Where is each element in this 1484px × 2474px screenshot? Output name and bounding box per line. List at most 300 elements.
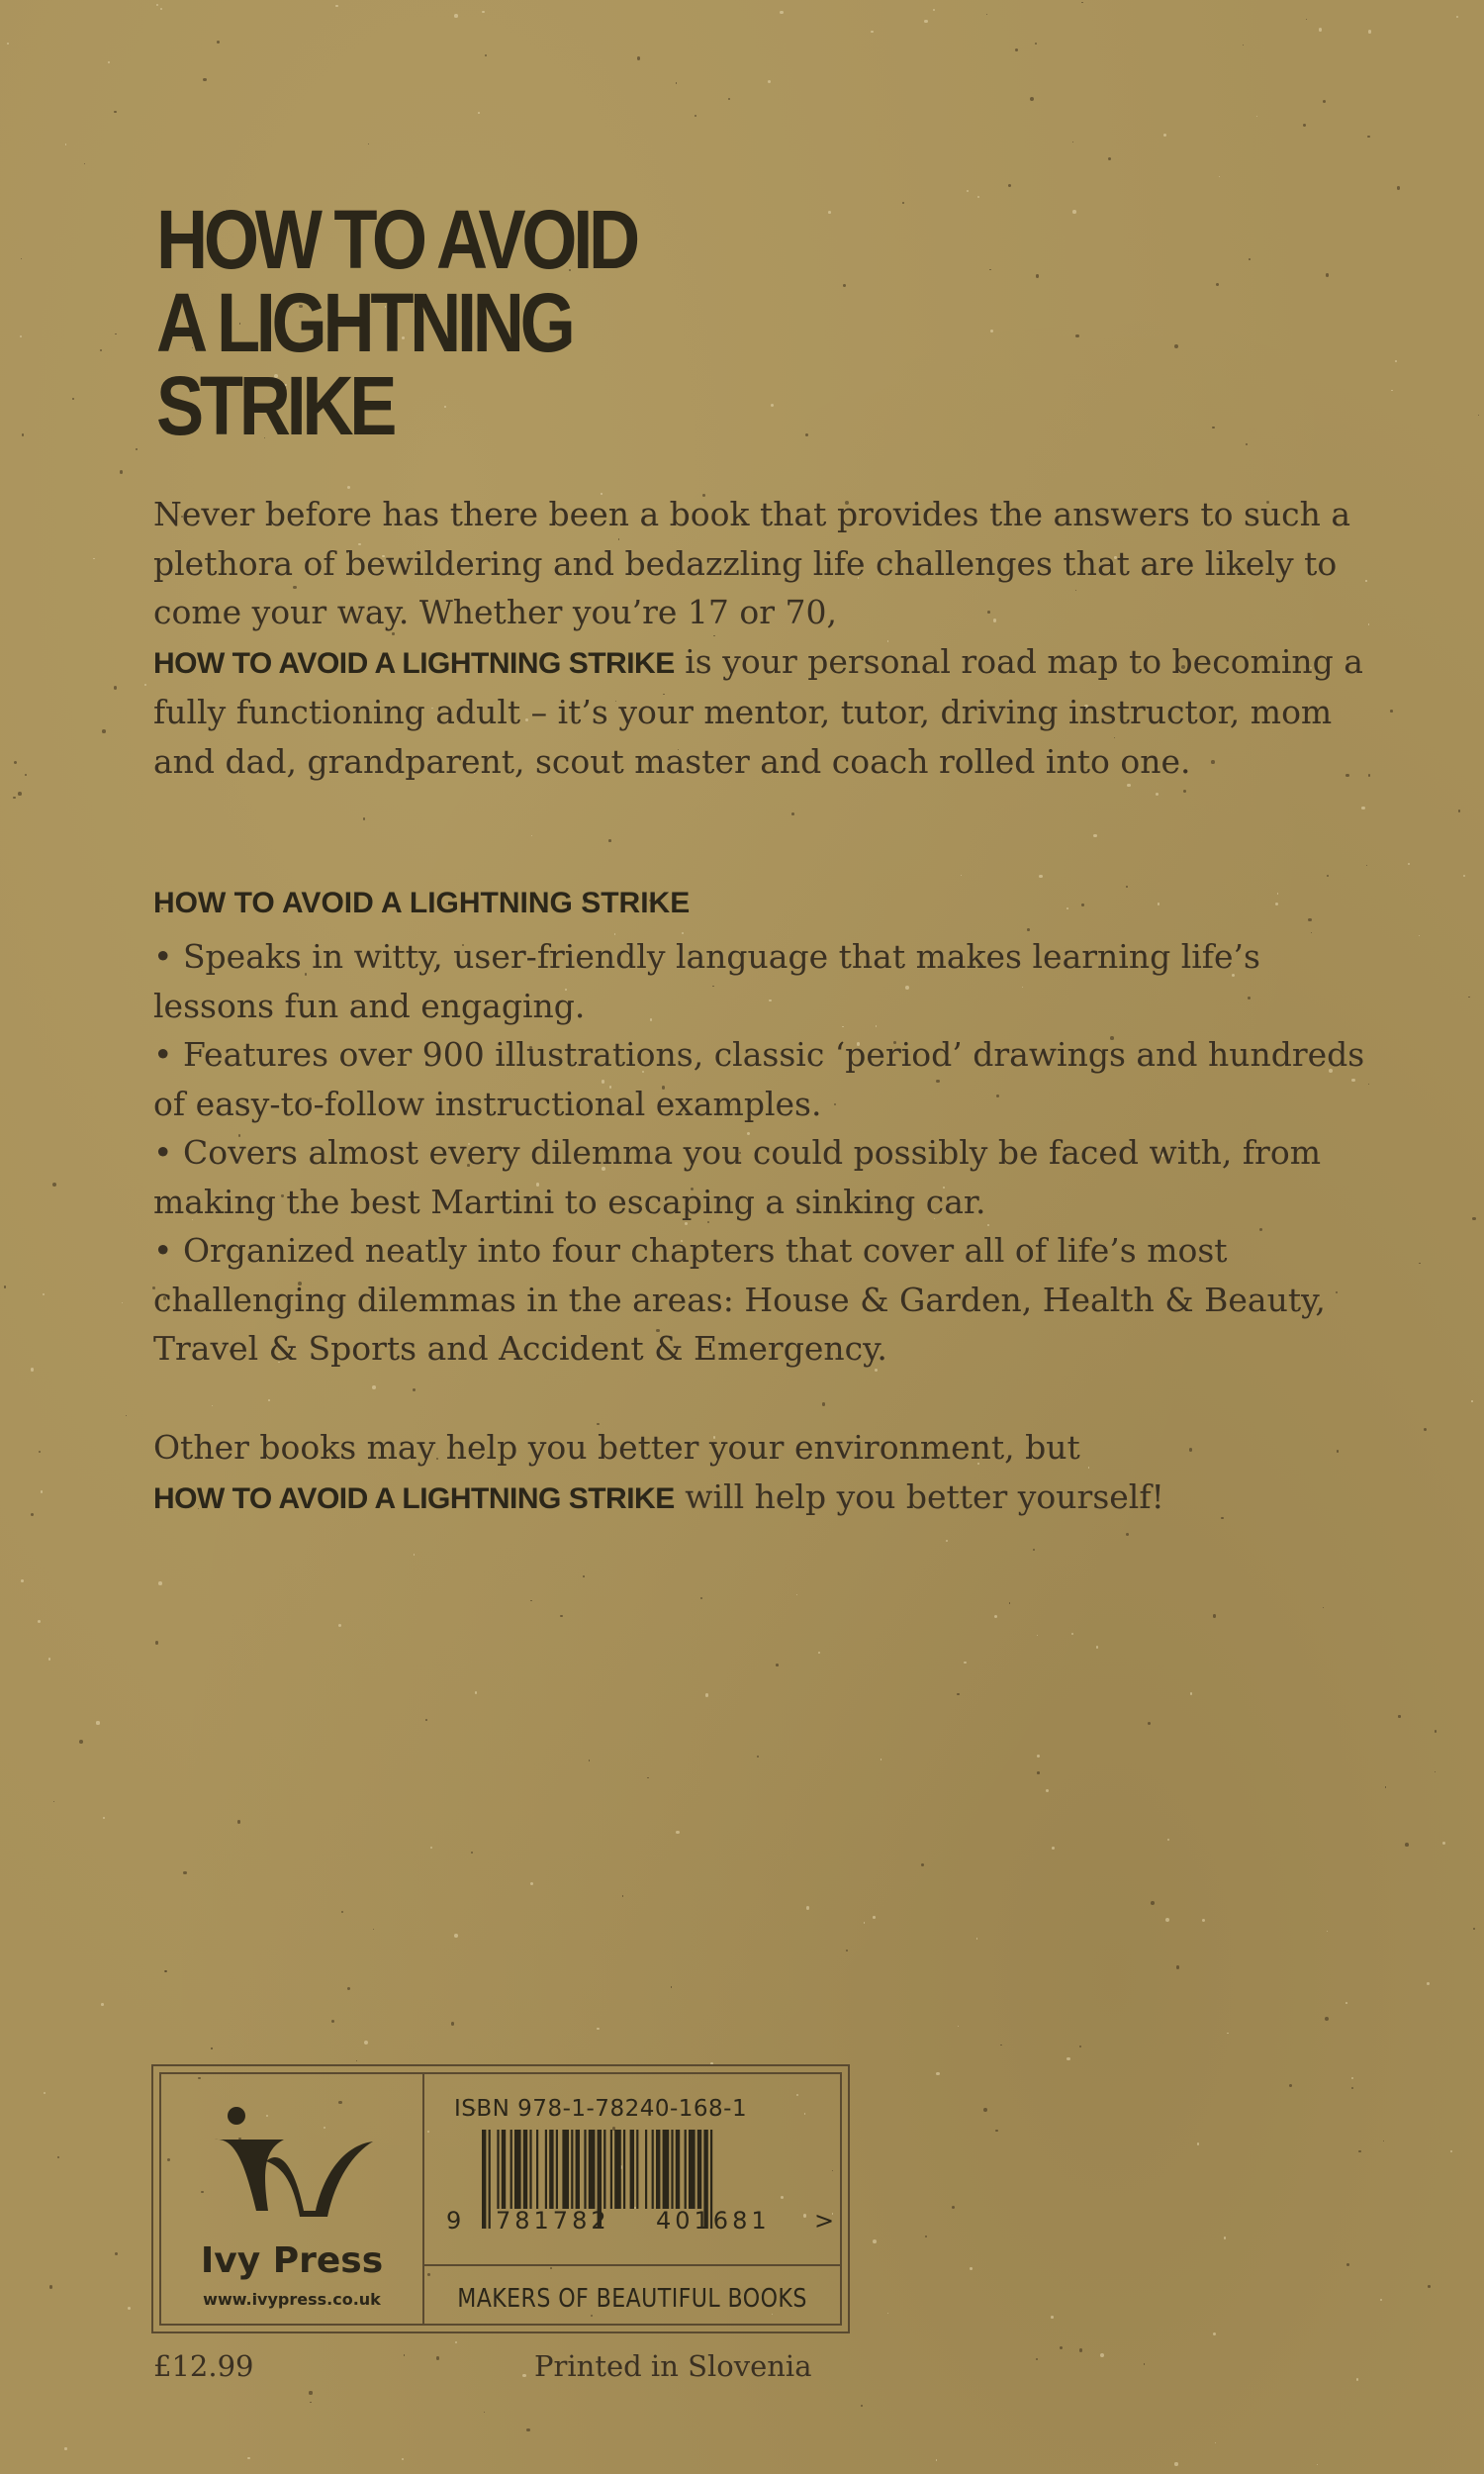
paper-speck bbox=[1213, 1614, 1216, 1617]
paper-speck bbox=[1323, 100, 1326, 103]
paper-speck bbox=[1358, 2150, 1360, 2152]
paper-speck bbox=[1081, 2, 1083, 4]
barcode-bar bbox=[603, 2130, 605, 2209]
paper-speck bbox=[791, 812, 794, 815]
feature-item: • Covers almost every dilemma you could possibly be faced with, from making the best Martini to escaping a sinking car. bbox=[153, 1133, 1321, 1221]
paper-speck bbox=[1072, 210, 1076, 214]
paper-speck bbox=[341, 1911, 343, 1913]
printed-in-label: Printed in Slovenia bbox=[534, 2349, 812, 2383]
barcode-bar bbox=[482, 2130, 486, 2229]
paper-speck bbox=[114, 111, 116, 113]
paper-speck bbox=[100, 349, 102, 351]
barcode-bar bbox=[576, 2130, 580, 2209]
paper-speck bbox=[1327, 1931, 1329, 1933]
barcode-digit-first: 9 bbox=[446, 2207, 462, 2235]
paper-speck bbox=[977, 196, 980, 199]
paper-speck bbox=[1215, 2442, 1216, 2443]
paper-speck bbox=[1008, 184, 1011, 187]
paper-speck bbox=[65, 143, 67, 145]
paper-speck bbox=[115, 2252, 118, 2255]
paper-speck bbox=[64, 2447, 66, 2449]
paper-speck bbox=[1000, 2045, 1001, 2046]
paper-speck bbox=[72, 398, 74, 400]
paper-speck bbox=[1100, 2353, 1104, 2357]
barcode-bar bbox=[523, 2130, 527, 2209]
paper-speck bbox=[1071, 1633, 1073, 1635]
paper-speck bbox=[43, 1293, 45, 1295]
paper-speck bbox=[637, 56, 641, 60]
paper-speck bbox=[1380, 2299, 1382, 2301]
paper-speck bbox=[126, 1415, 127, 1416]
paper-speck bbox=[1036, 2358, 1038, 2360]
paper-speck bbox=[768, 80, 772, 84]
paper-speck bbox=[1256, 116, 1257, 117]
barcode-bar bbox=[562, 2130, 569, 2209]
barcode-bar bbox=[610, 2130, 612, 2209]
paper-speck bbox=[871, 31, 873, 33]
paper-speck bbox=[1072, 142, 1074, 143]
paper-speck bbox=[413, 1388, 416, 1391]
paper-speck bbox=[49, 2285, 53, 2289]
paper-speck bbox=[1397, 186, 1401, 190]
paper-speck bbox=[1398, 1715, 1400, 1717]
paper-speck bbox=[484, 2412, 485, 2413]
paper-speck bbox=[1356, 2378, 1359, 2381]
paper-speck bbox=[101, 2003, 104, 2006]
paper-speck bbox=[1183, 790, 1186, 793]
paper-speck bbox=[1442, 1842, 1445, 1845]
paper-speck bbox=[530, 1600, 531, 1601]
paper-speck bbox=[1039, 875, 1042, 878]
paper-speck bbox=[144, 684, 146, 686]
publisher-barcode-box bbox=[151, 2064, 850, 2333]
paper-speck bbox=[1156, 793, 1159, 796]
paper-speck bbox=[1246, 443, 1248, 445]
paper-speck bbox=[1390, 710, 1393, 713]
paper-speck bbox=[1213, 2332, 1216, 2335]
barcode-bar bbox=[510, 2130, 512, 2209]
paper-speck bbox=[203, 78, 206, 81]
paper-speck bbox=[1326, 273, 1329, 276]
paper-speck bbox=[806, 1906, 809, 1909]
paper-speck bbox=[560, 1615, 563, 1618]
publisher-name: Ivy Press bbox=[200, 2240, 384, 2281]
paper-speck bbox=[986, 14, 987, 15]
paper-speck bbox=[108, 61, 110, 63]
paper-speck bbox=[247, 2457, 249, 2459]
paper-speck bbox=[436, 2356, 440, 2360]
paper-speck bbox=[414, 1554, 416, 1556]
paper-speck bbox=[268, 1399, 270, 1401]
paper-speck bbox=[695, 115, 696, 117]
barcode-bar bbox=[556, 2130, 558, 2209]
barcode-bar bbox=[685, 2130, 687, 2209]
paper-speck bbox=[122, 1302, 124, 1304]
paper-speck bbox=[936, 2459, 938, 2461]
paper-speck bbox=[183, 1871, 186, 1874]
paper-speck bbox=[310, 2402, 311, 2403]
paper-speck bbox=[887, 2313, 888, 2314]
paper-speck bbox=[1366, 865, 1367, 866]
paper-speck bbox=[103, 1817, 105, 1819]
paper-speck bbox=[1368, 30, 1372, 34]
barcode-bar bbox=[545, 2130, 547, 2209]
paper-speck bbox=[1212, 427, 1214, 428]
paper-speck bbox=[705, 1693, 708, 1696]
paper-speck bbox=[522, 2374, 525, 2377]
paper-speck bbox=[485, 54, 487, 56]
paper-speck bbox=[372, 1385, 376, 1389]
paper-speck bbox=[164, 1970, 166, 1972]
paper-speck bbox=[338, 1624, 341, 1627]
intro-text-1: Never before has there been a book that provides the answers to such a plethora of bewildering and bedazzling life challenges that are likely to come your way. Whether you’re 17 or 70, bbox=[153, 495, 1351, 631]
paper-speck bbox=[1473, 1928, 1475, 1930]
paper-speck bbox=[1471, 1400, 1473, 1402]
intro-text-2: is your personal road map to becoming a fully functioning adult – it’s your mentor, tutor, driving instructor, mom and dad, grandparent, scout master and coach rolled into one. bbox=[153, 641, 1363, 781]
paper-speck bbox=[120, 470, 124, 474]
paper-speck bbox=[976, 1938, 977, 1939]
paper-speck bbox=[1456, 16, 1458, 18]
paper-speck bbox=[676, 82, 678, 84]
intro-book-name: HOW TO AVOID A LIGHTNING STRIKE bbox=[153, 646, 675, 680]
barcode-bar bbox=[652, 2130, 654, 2209]
barcode-bar bbox=[489, 2130, 491, 2229]
paper-speck bbox=[1176, 1965, 1180, 1969]
paper-speck bbox=[864, 1922, 865, 1923]
paper-speck bbox=[7, 43, 9, 45]
paper-speck bbox=[1419, 1263, 1420, 1264]
paper-speck bbox=[20, 335, 22, 337]
intro-paragraph bbox=[153, 490, 1370, 786]
paper-speck bbox=[1463, 875, 1465, 877]
paper-speck bbox=[402, 2458, 404, 2460]
tagline-divider bbox=[424, 2264, 840, 2266]
paper-speck bbox=[921, 1863, 924, 1866]
paper-speck bbox=[583, 1575, 585, 1577]
publisher-box-frame bbox=[159, 2072, 842, 2326]
paper-speck bbox=[25, 774, 27, 776]
paper-speck bbox=[843, 284, 846, 287]
paper-speck bbox=[822, 1402, 825, 1405]
paper-speck bbox=[471, 1852, 473, 1854]
paper-speck bbox=[404, 2354, 405, 2355]
paper-speck bbox=[373, 1929, 374, 1930]
paper-speck bbox=[41, 1490, 43, 1492]
paper-speck bbox=[1351, 2077, 1353, 2079]
paper-speck bbox=[796, 1594, 797, 1595]
paper-speck bbox=[114, 686, 118, 690]
paper-speck bbox=[39, 1451, 42, 1454]
feature-item: • Features over 900 illustrations, classic ‘period’ drawings and hundreds of easy-to-follow instructional examples. bbox=[153, 1035, 1365, 1123]
publisher-panel bbox=[161, 2074, 424, 2324]
barcode-bar bbox=[529, 2130, 531, 2209]
barcode-bar bbox=[630, 2130, 634, 2209]
paper-speck bbox=[608, 839, 611, 842]
paper-speck bbox=[38, 1620, 41, 1623]
features-heading: HOW TO AVOID A LIGHTNING STRIKE bbox=[153, 887, 691, 919]
paper-speck bbox=[1303, 124, 1306, 127]
paper-speck bbox=[1037, 1755, 1040, 1758]
paper-speck bbox=[1408, 863, 1410, 865]
paper-speck bbox=[1051, 2316, 1054, 2319]
paper-speck bbox=[531, 835, 532, 836]
barcode-bar bbox=[697, 2130, 701, 2209]
barcode-bar bbox=[584, 2130, 586, 2209]
paper-speck bbox=[363, 817, 365, 819]
barcode-bar bbox=[549, 2130, 553, 2209]
paper-speck bbox=[1165, 1918, 1169, 1922]
paper-speck bbox=[347, 486, 350, 489]
paper-speck bbox=[18, 792, 22, 796]
barcode-marker: > bbox=[814, 2207, 835, 2235]
paper-speck bbox=[936, 2072, 940, 2076]
paper-speck bbox=[1325, 2017, 1329, 2021]
paper-speck bbox=[1096, 1646, 1098, 1648]
paper-speck bbox=[818, 1652, 820, 1654]
paper-speck bbox=[1148, 1722, 1152, 1726]
paper-speck bbox=[958, 2026, 959, 2027]
barcode-bar bbox=[614, 2130, 621, 2209]
isbn-label: ISBN 978-1-78240-168-1 bbox=[454, 2096, 748, 2122]
title-line-2: A LIGHTNING bbox=[156, 276, 572, 369]
paper-speck bbox=[57, 2156, 59, 2158]
paper-speck bbox=[780, 11, 784, 15]
paper-speck bbox=[217, 41, 220, 44]
paper-speck bbox=[1219, 176, 1220, 177]
paper-speck bbox=[454, 14, 458, 18]
paper-speck bbox=[31, 1368, 34, 1371]
paper-speck bbox=[967, 190, 969, 192]
paper-speck bbox=[1472, 1217, 1475, 1220]
paper-speck bbox=[128, 2307, 131, 2310]
book-title bbox=[156, 193, 752, 452]
barcode-bar bbox=[663, 2130, 670, 2209]
paper-speck bbox=[482, 11, 484, 13]
paper-speck bbox=[425, 1719, 427, 1721]
paper-speck bbox=[156, 4, 158, 6]
paper-speck bbox=[309, 2391, 312, 2394]
paper-speck bbox=[995, 2130, 998, 2133]
paper-speck bbox=[478, 112, 480, 114]
paper-speck bbox=[1079, 2348, 1082, 2351]
feature-item: • Speaks in witty, user-friendly language that makes learning life’s lessons fun and engaging. bbox=[153, 937, 1260, 1025]
paper-speck bbox=[1037, 1635, 1038, 1636]
title-line-3: STRIKE bbox=[156, 359, 394, 452]
paper-speck bbox=[776, 1664, 779, 1666]
paper-speck bbox=[1126, 1533, 1129, 1536]
paper-speck bbox=[31, 1513, 34, 1516]
paper-speck bbox=[1035, 43, 1037, 45]
paper-speck bbox=[946, 1540, 948, 1542]
paper-speck bbox=[1144, 2363, 1145, 2364]
paper-speck bbox=[1306, 19, 1308, 21]
paper-speck bbox=[1015, 48, 1018, 51]
paper-speck bbox=[160, 8, 162, 10]
paper-speck bbox=[1468, 997, 1469, 998]
barcode-bar bbox=[571, 2130, 573, 2209]
paper-speck bbox=[237, 1820, 240, 1823]
paper-speck bbox=[1435, 1771, 1436, 1772]
paper-speck bbox=[1424, 1428, 1427, 1431]
paper-speck bbox=[1052, 1847, 1056, 1851]
paper-speck bbox=[115, 333, 116, 334]
paper-speck bbox=[1067, 2057, 1069, 2060]
paper-speck bbox=[1395, 360, 1397, 362]
paper-speck bbox=[430, 1847, 432, 1849]
paper-speck bbox=[1428, 2285, 1431, 2288]
paper-speck bbox=[828, 211, 831, 214]
paper-speck bbox=[1327, 875, 1329, 877]
barcode-bar bbox=[689, 2130, 696, 2209]
paper-speck bbox=[1323, 1607, 1324, 1608]
paper-speck bbox=[1346, 2263, 1349, 2266]
paper-speck bbox=[1427, 1982, 1430, 1985]
paper-speck bbox=[1108, 157, 1111, 160]
paper-speck bbox=[530, 1882, 533, 1885]
paper-speck bbox=[335, 5, 338, 8]
paper-speck bbox=[957, 1693, 960, 1696]
paper-speck bbox=[1174, 344, 1178, 348]
paper-speck bbox=[1167, 1839, 1169, 1841]
paper-speck bbox=[155, 1641, 158, 1644]
paper-speck bbox=[873, 2239, 877, 2243]
barcode-digits-group-2: 401681 bbox=[656, 2207, 771, 2235]
paper-speck bbox=[1351, 2087, 1354, 2090]
paper-speck bbox=[1345, 2002, 1347, 2004]
paper-speck bbox=[1046, 1789, 1049, 1792]
price-label: £12.99 bbox=[153, 2349, 254, 2383]
paper-speck bbox=[1033, 1549, 1035, 1551]
paper-speck bbox=[1224, 2236, 1226, 2238]
paper-speck bbox=[22, 433, 25, 436]
paper-speck bbox=[1197, 2142, 1199, 2144]
barcode-bar bbox=[536, 2130, 538, 2209]
paper-speck bbox=[526, 2428, 530, 2432]
paper-speck bbox=[347, 1987, 351, 1991]
paper-speck bbox=[1093, 834, 1096, 837]
paper-speck bbox=[158, 1581, 162, 1585]
paper-speck bbox=[368, 143, 369, 144]
paper-speck bbox=[647, 1777, 648, 1778]
paper-speck bbox=[1317, 2464, 1318, 2465]
paper-speck bbox=[1174, 2462, 1177, 2465]
paper-speck bbox=[1151, 1901, 1155, 1905]
paper-speck bbox=[13, 797, 15, 799]
closing-text-2: will help you better yourself! bbox=[685, 1476, 1164, 1516]
paper-speck bbox=[1391, 390, 1392, 391]
paper-speck bbox=[1163, 134, 1166, 137]
paper-speck bbox=[964, 1662, 967, 1665]
barcode-bar bbox=[636, 2130, 638, 2209]
paper-speck bbox=[475, 1691, 477, 1693]
paper-speck bbox=[902, 202, 904, 204]
paper-speck bbox=[96, 1721, 99, 1724]
paper-speck bbox=[14, 761, 17, 764]
barcode-bar bbox=[671, 2130, 673, 2209]
paper-speck bbox=[1289, 2084, 1292, 2087]
closing-paragraph bbox=[153, 1423, 1380, 1523]
paper-speck bbox=[622, 1895, 623, 1896]
paper-speck bbox=[79, 1740, 83, 1744]
paper-speck bbox=[1385, 1786, 1387, 1788]
barcode-bar bbox=[656, 2130, 660, 2209]
paper-speck bbox=[1450, 2150, 1452, 2152]
paper-speck bbox=[451, 2022, 454, 2025]
barcode-digits-group-1: 781782 bbox=[496, 2207, 610, 2235]
paper-speck bbox=[93, 558, 95, 560]
paper-speck bbox=[1190, 1692, 1192, 1694]
paper-speck bbox=[1060, 2346, 1063, 2349]
paper-speck bbox=[989, 269, 991, 271]
paper-speck bbox=[1036, 274, 1040, 278]
paper-speck bbox=[44, 2092, 46, 2094]
barcode-bar bbox=[514, 2130, 521, 2209]
paper-speck bbox=[4, 1285, 6, 1287]
paper-speck bbox=[805, 433, 808, 436]
paper-speck bbox=[700, 1597, 702, 1599]
closing-text-1: Other books may help you better your environment, but bbox=[153, 1428, 1080, 1467]
paper-speck bbox=[846, 1950, 848, 1951]
paper-speck bbox=[961, 875, 962, 876]
paper-speck bbox=[1435, 1730, 1438, 1733]
paper-speck bbox=[1478, 415, 1480, 417]
paper-speck bbox=[676, 1831, 679, 1834]
paper-speck bbox=[356, 2060, 357, 2061]
paper-speck bbox=[1030, 97, 1034, 101]
paper-speck bbox=[873, 1916, 875, 1918]
paper-speck bbox=[990, 330, 993, 333]
paper-speck bbox=[1075, 334, 1079, 338]
paper-speck bbox=[53, 1801, 54, 1802]
paper-speck bbox=[1227, 2033, 1229, 2035]
paper-speck bbox=[1458, 809, 1461, 812]
paper-speck bbox=[1243, 45, 1244, 46]
ivy-press-logo-icon bbox=[205, 2102, 383, 2231]
paper-speck bbox=[952, 2206, 955, 2209]
features-list bbox=[153, 932, 1380, 1374]
barcode-bar bbox=[623, 2130, 625, 2209]
paper-speck bbox=[728, 98, 730, 100]
paper-speck bbox=[925, 2236, 927, 2237]
paper-speck bbox=[84, 163, 85, 164]
paper-speck bbox=[771, 404, 774, 407]
paper-speck bbox=[933, 9, 935, 11]
barcode-bar bbox=[589, 2130, 596, 2209]
paper-speck bbox=[454, 1934, 458, 1938]
title-line-1: HOW TO AVOID bbox=[156, 193, 636, 286]
closing-book-name: HOW TO AVOID A LIGHTNING STRIKE bbox=[153, 1481, 675, 1515]
barcode-bar bbox=[502, 2130, 506, 2209]
barcode-bar bbox=[676, 2130, 680, 2209]
paper-speck bbox=[1249, 258, 1251, 260]
paper-speck bbox=[331, 2020, 334, 2023]
paper-speck bbox=[136, 448, 138, 450]
paper-speck bbox=[1037, 1771, 1040, 1774]
paper-speck bbox=[1361, 807, 1364, 809]
paper-speck bbox=[1079, 2046, 1081, 2047]
paper-speck bbox=[994, 1615, 997, 1618]
paper-speck bbox=[1009, 1602, 1010, 1603]
paper-speck bbox=[597, 2028, 599, 2030]
paper-speck bbox=[455, 2341, 457, 2343]
paper-speck bbox=[1216, 283, 1219, 286]
paper-speck bbox=[1027, 928, 1030, 931]
publisher-url: www.ivypress.co.uk bbox=[203, 2290, 381, 2309]
paper-speck bbox=[48, 1658, 50, 1660]
paper-speck bbox=[1202, 1919, 1205, 1922]
feature-item: • Organized neatly into four chapters that cover all of life’s most challenging dilemmas in the areas: House & Garden, Health & Beauty, Travel & Sports and Accident & Emergency. bbox=[153, 1231, 1326, 1368]
barcode-bar bbox=[497, 2130, 499, 2209]
